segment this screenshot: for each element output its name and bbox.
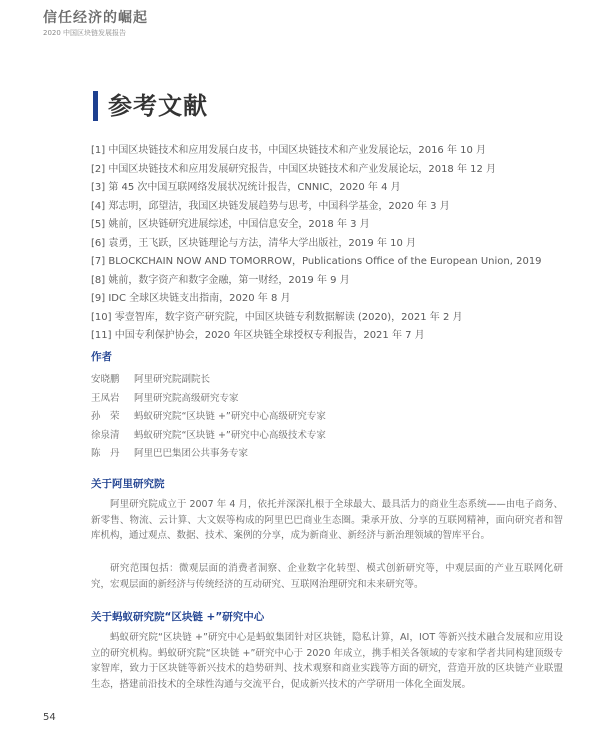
- ant-institute-heading: 关于蚂蚁研究院“区块链 +”研究中心: [91, 611, 265, 623]
- section-title: 参考文献: [108, 92, 208, 120]
- ali-institute-heading: 关于阿里研究院: [91, 478, 165, 490]
- author-row: [91, 427, 326, 446]
- reference-item: [9] IDC 全球区块链支出指南，2020 年 8 月: [91, 293, 291, 304]
- author-role: 阿里研究院高级研究专家: [134, 392, 239, 404]
- ali-institute-paragraph: 研究范围包括：微观层面的消费者洞察、企业数字化转型、模式创新研究等，中观层面的产业互联网化研究，宏观层面的新经济与传统经济的互动研究、互联网治理研究和未来研究等。: [91, 563, 563, 590]
- author-name: 陈 丹: [91, 448, 120, 459]
- reference-item: [6] 袁勇，王飞跃，区块链理论与方法，清华大学出版社，2019 年 10 月: [91, 237, 417, 249]
- author-row: [91, 371, 326, 390]
- reference-item: [2] 中国区块链技术和应用发展研究报告，中国区块链技术和产业发展论坛，2018 年 12 月: [91, 163, 497, 175]
- authors-heading: 作者: [91, 351, 112, 363]
- author-role: 蚂蚁研究院“区块链 +”研究中心高级研究专家: [134, 411, 326, 422]
- reference-item: [7] BLOCKCHAIN NOW AND TOMORROW，Publications Office of the European Union, 2019: [91, 256, 542, 267]
- reference-list: [91, 142, 561, 346]
- author-row: [91, 390, 326, 409]
- author-name: 王凤岩: [91, 392, 120, 404]
- author-name: 孙 荣: [91, 411, 120, 422]
- heading-accent-bar: [93, 91, 98, 121]
- author-role: 蚂蚁研究院“区块链 +”研究中心高级技术专家: [134, 429, 326, 441]
- reference-item: [3] 第 45 次中国互联网络发展状况统计报告，CNNIC，2020 年 4 月: [91, 182, 401, 193]
- author-role: 阿里巴巴集团公共事务专家: [134, 448, 249, 459]
- ali-institute-paragraph: 阿里研究院成立于 2007 年 4 月，依托并深深扎根于全球最大、最具活力的商业生态系统——由电子商务、新零售、物流、云计算、大文娱等构成的阿里巴巴商业生态圈。秉承开放、分享的互联网精神，面向研究者和智库机构，通过观点、数据、技术、案例的分享，成为新商业、新经济与新治理领域的智库平台。: [91, 499, 563, 542]
- page-number: 54: [43, 712, 56, 723]
- ant-institute-paragraph: 蚂蚁研究院“区块链 +”研究中心是蚂蚁集团针对区块链，隐私计算，AI，IOT 等新兴技术融合发展和应用设立的研究机构。蚂蚁研究院“区块链 +”研究中心于 2020 年成立，携手相关各领域的专家和学者共同构建顶级专家智库，致力于区块链等新兴技术的趋势研判、技术观察和商业实践等方面的研究，营造开放的区块链产业联盟生态，搭建前沿技术的全球性沟通与交流平台，促成新兴技术的产学研用一体化全面发展。: [91, 632, 563, 690]
- report-subtitle: 2020 中国区块链发展报告: [43, 29, 127, 37]
- running-header: [43, 10, 148, 38]
- report-title: 信任经济的崛起: [43, 10, 148, 26]
- reference-item: [10] 零壹智库，数字资产研究院，中国区块链专利数据解读 (2020)，2021 年 2 月: [91, 311, 463, 323]
- reference-item: [1] 中国区块链技术和应用发展白皮书，中国区块链技术和产业发展论坛，2016 年 10 月: [91, 145, 487, 156]
- author-role: 阿里研究院副院长: [134, 374, 211, 385]
- reference-item: [11] 中国专利保护协会，2020 年区块链全球授权专利报告，2021 年 7 月: [91, 330, 425, 341]
- reference-item: [4] 郑志明，邱望洁，我国区块链发展趋势与思考，中国科学基金，2020 年 3 月: [91, 200, 450, 212]
- author-row: [91, 445, 326, 464]
- author-name: 徐泉清: [91, 429, 120, 441]
- section-heading: [93, 91, 208, 121]
- author-list: [91, 371, 326, 464]
- author-name: 安晓鹏: [91, 374, 120, 385]
- author-row: [91, 408, 326, 427]
- reference-item: [5] 姚前，区块链研究进展综述，中国信息安全，2018 年 3 月: [91, 219, 370, 230]
- reference-item: [8] 姚前，数字资产和数字金融，第一财经，2019 年 9 月: [91, 274, 350, 286]
